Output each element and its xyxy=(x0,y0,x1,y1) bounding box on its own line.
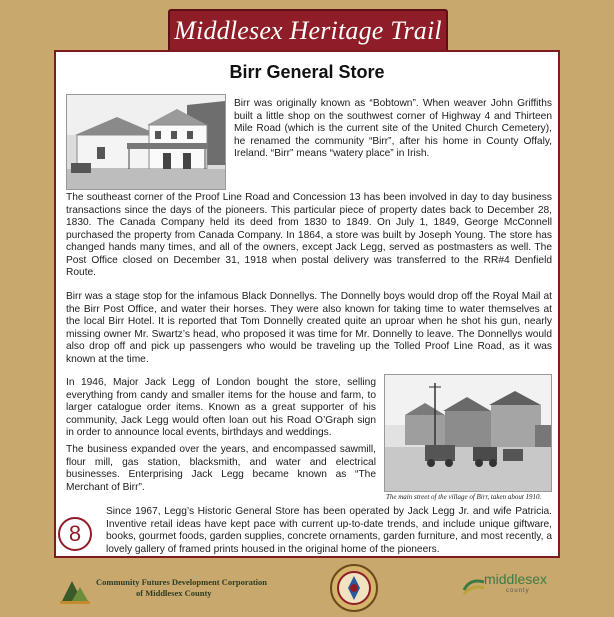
cfdc-icon xyxy=(58,573,94,605)
middlesex-county-logo xyxy=(462,570,552,606)
page-title: Birr General Store xyxy=(229,62,385,82)
main-street-photo xyxy=(384,374,552,492)
paragraph-donnellys: Birr was a stage stop for the infamous Black Donnellys. The Donnelly boys would drop off the Royal Mail at the Birr Post Office, and water their horses. They were also known for taking time to water themselves at the local Birr Hotel. It is reported that Tom Donnelly created quite an uproar when he shot his gun, nearly missing owner Mr. Swartz’s head, who proposed it was time for Mr. Donnelly to leave. The Donnellys would also drop off and pick up passengers who would be traveling up the Tolled Proof Line Road, as it was known at the time. xyxy=(66,291,552,365)
main-street-photo-caption: The main street of the village of Birr, taken about 1910. xyxy=(386,493,542,501)
paragraph-origin: Birr was originally known as “Bobtown”. When weaver John Griffiths built a little shop on the southwest corner of Highway 4 and Thirteen Mile Road (which is the current site of the United Church Cemetery), he renamed the community “Birr”, after his home in County Offaly, Ireland. “Birr” means “watery place” in Irish. xyxy=(234,98,552,159)
store-photo xyxy=(66,94,226,190)
trail-banner xyxy=(168,9,448,53)
middlesex-county-label: county xyxy=(506,588,530,594)
paragraph-business-expanded: The business expanded over the years, and encompassed sawmill, flour mill, gas station, blacksmith, and water and electrical businesses. Enterprising Jack Legg became known as “The Merchant of Birr”. xyxy=(66,444,376,493)
stop-number-badge: 8 xyxy=(58,517,92,551)
sign-panel xyxy=(54,50,560,558)
paragraph-jack-legg: In 1946, Major Jack Legg of London bought the store, selling everything from candy and smaller items for the house and farm, to larger catalogue order items. Known as a great supporter of his community, Jack Legg would often loan out his Road O’Graph sign in order to announce local events, birthdays and weddings. xyxy=(66,377,376,438)
cfdc-logo xyxy=(58,571,268,607)
cfdc-name-line2: of Middlesex County xyxy=(136,588,212,598)
county-seal-icon xyxy=(330,564,378,612)
paragraph-property-history: The southeast corner of the Proof Line Road and Concession 13 has been involved in day to day business transactions since the days of the pioneers. This particular piece of property dates back to December 28, 1830. The Canada Company held its deed from 1830 to 1849. On July 1, 1849, George McConnell purchased the property from Canada Company. In 1864, a store was built by Joseph Young. The store has changed hands many times, and all of the owners, except Jack Legg, served as postmasters as well. The Post Office closed on December 31, 1918 when postal delivery was transferred to the RR#4 Denfield Route. xyxy=(66,192,552,278)
middlesex-wordmark: middlesex xyxy=(484,571,548,587)
paragraph-since-1967: Since 1967, Legg’s Historic General Store has been operated by Jack Legg Jr. and wife Patricia. Inventive retail ideas have kept pace with current up-to-date trends, and include unique giftware, books, gourmet foods, garden supplies, concrete ornaments, garden furniture, and most recently, a lovely gallery of framed prints housed in the original home of the pioneers. xyxy=(106,506,552,555)
banner-title: Middlesex Heritage Trail xyxy=(174,16,442,45)
middlesex-swoosh-icon xyxy=(462,574,486,598)
cfdc-name-line1: Community Futures Development Corporation xyxy=(96,577,268,587)
